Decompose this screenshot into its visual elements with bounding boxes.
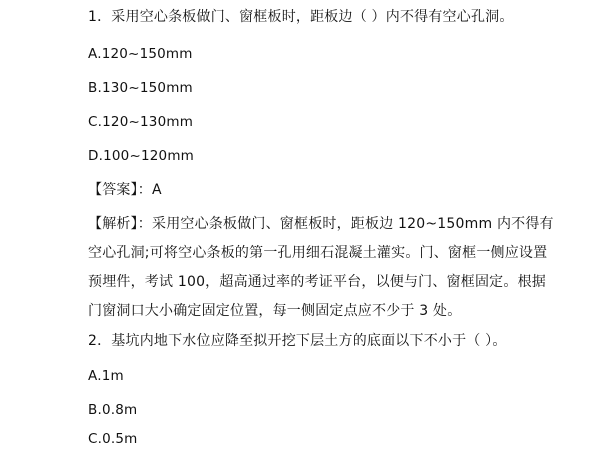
q2-option-b: B.0.8m [88,402,138,418]
answer-label: 【答案】： [88,182,152,198]
answer-value: A [152,182,162,198]
question-2-text: 2．基坑内地下水位应降至拟开挖下层土方的底面以下不小于（ ）。 [88,333,507,349]
q1-answer-row [88,181,162,199]
question-1-text: 1．采用空心条板做门、窗框板时，距板边（ ）内不得有空心孔洞。 [88,9,514,25]
analysis-label: 【解析】： [88,216,152,232]
analysis-text: 采用空心条板做门、窗框板时，距板边 120~150mm 内不得有 [152,216,554,232]
q1-analysis-line-4: 门窗洞口大小确定固定位置，每一侧固定点应不少于 3 处。 [88,303,462,319]
q1-option-a: A.120~150mm [88,46,193,62]
q1-analysis-line-3: 预埋件，考试 100，超高通过率的考证平台，以便与门、窗框固定。根据 [88,274,546,290]
q1-option-c: C.120~130mm [88,114,194,130]
q1-analysis-line-1 [88,215,554,233]
q1-option-b: B.130~150mm [88,80,193,96]
q2-option-a: A.1m [88,368,124,384]
q1-analysis-line-2: 空心孔洞;可将空心条板的第一孔用细石混凝土灌实。门、窗框一侧应设置 [88,245,548,261]
q1-option-d: D.100~120mm [88,148,195,164]
q2-option-c: C.0.5m [88,431,138,447]
